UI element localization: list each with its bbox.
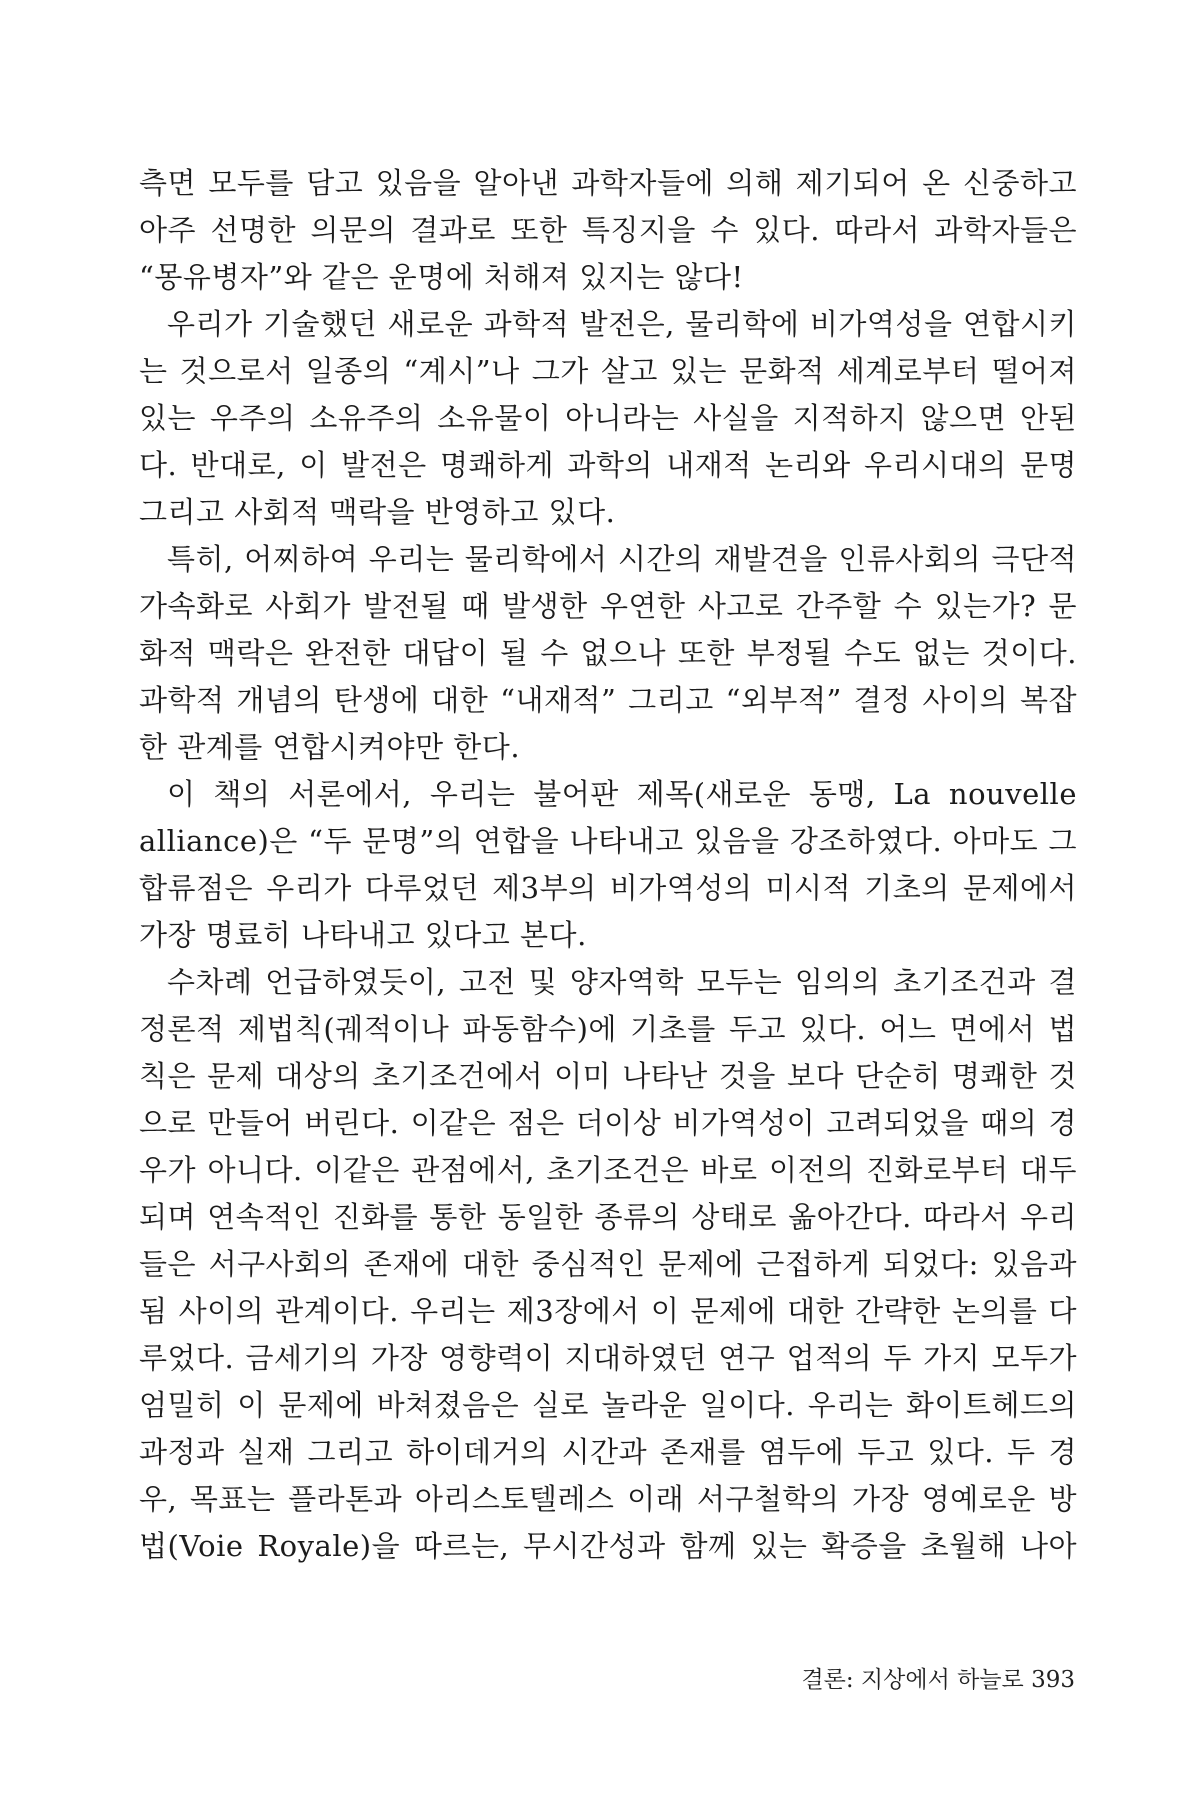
text-line: 우, 목표는 플라톤과 아리스토텔레스 이래 서구철학의 가장 영예로운 방 — [139, 1482, 1077, 1516]
page-footer — [764, 1662, 1075, 1698]
text-line: 아주 선명한 의문의 결과로 또한 특징지을 수 있다. 따라서 과학자들은 — [139, 213, 1077, 247]
running-title: 결론: 지상에서 하늘로 — [801, 1667, 1024, 1693]
text-line: 됨 사이의 관계이다. 우리는 제3장에서 이 문제에 대한 간략한 논의를 다 — [139, 1294, 1077, 1328]
text-line: 특히, 어찌하여 우리는 물리학에서 시간의 재발견을 인류사회의 극단적 — [167, 542, 1077, 576]
text-line: 법(Voie Royale)을 따르는, 무시간성과 함께 있는 확증을 초월해 나아 — [139, 1529, 1077, 1563]
text-line: 합류점은 우리가 다루었던 제3부의 비가역성의 미시적 기초의 문제에서 — [139, 871, 1077, 905]
text-line: alliance)은 “두 문명”의 연합을 나타내고 있음을 강조하였다. 아마도 그 — [139, 824, 1077, 858]
text-line: 그리고 사회적 맥락을 반영하고 있다. — [139, 495, 616, 529]
text-line: 으로 만들어 버린다. 이같은 점은 더이상 비가역성이 고려되었을 때의 경 — [139, 1106, 1077, 1140]
text-line: “몽유병자”와 같은 운명에 처해져 있지는 않다! — [139, 260, 744, 294]
text-line: 가장 명료히 나타내고 있다고 본다. — [139, 918, 587, 952]
text-line: 한 관계를 연합시켜야만 한다. — [139, 730, 521, 764]
text-line: 과정과 실재 그리고 하이데거의 시간과 존재를 염두에 두고 있다. 두 경 — [139, 1435, 1077, 1469]
text-line: 정론적 제법칙(궤적이나 파동함수)에 기초를 두고 있다. 어느 면에서 법 — [139, 1012, 1077, 1046]
text-line: 들은 서구사회의 존재에 대한 중심적인 문제에 근접하게 되었다: 있음과 — [139, 1247, 1077, 1281]
text-line: 이 책의 서론에서, 우리는 불어판 제목(새로운 동맹, La nouvelle — [167, 777, 1077, 811]
text-line: 가속화로 사회가 발전될 때 발생한 우연한 사고로 간주할 수 있는가? 문 — [139, 589, 1077, 623]
text-line: 엄밀히 이 문제에 바쳐졌음은 실로 놀라운 일이다. 우리는 화이트헤드의 — [139, 1388, 1077, 1422]
text-line: 다. 반대로, 이 발전은 명쾌하게 과학의 내재적 논리와 우리시대의 문명 — [139, 448, 1077, 482]
text-line: 화적 맥락은 완전한 대답이 될 수 없으나 또한 부정될 수도 없는 것이다. — [139, 636, 1077, 670]
text-line: 측면 모두를 담고 있음을 알아낸 과학자들에 의해 제기되어 온 신중하고 — [139, 166, 1077, 200]
text-line: 되며 연속적인 진화를 통한 동일한 종류의 상태로 옮아간다. 따라서 우리 — [139, 1200, 1077, 1234]
text-line: 있는 우주의 소유주의 소유물이 아니라는 사실을 지적하지 않으면 안된 — [139, 401, 1077, 435]
text-line: 루었다. 금세기의 가장 영향력이 지대하였던 연구 업적의 두 가지 모두가 — [139, 1341, 1077, 1375]
text-line: 우가 아니다. 이같은 관점에서, 초기조건은 바로 이전의 진화로부터 대두 — [139, 1153, 1077, 1187]
text-line: 과학적 개념의 탄생에 대한 “내재적” 그리고 “외부적” 결정 사이의 복잡 — [139, 683, 1077, 717]
text-line: 칙은 문제 대상의 초기조건에서 이미 나타난 것을 보다 단순히 명쾌한 것 — [139, 1059, 1077, 1093]
text-line: 우리가 기술했던 새로운 과학적 발전은, 물리학에 비가역성을 연합시키 — [167, 307, 1077, 341]
body-text — [139, 160, 1077, 1570]
text-line: 수차례 언급하였듯이, 고전 및 양자역학 모두는 임의의 초기조건과 결 — [167, 965, 1077, 999]
text-line: 는 것으로서 일종의 “계시”나 그가 살고 있는 문화적 세계로부터 떨어져 — [139, 354, 1077, 388]
page-number: 393 — [1031, 1667, 1075, 1693]
